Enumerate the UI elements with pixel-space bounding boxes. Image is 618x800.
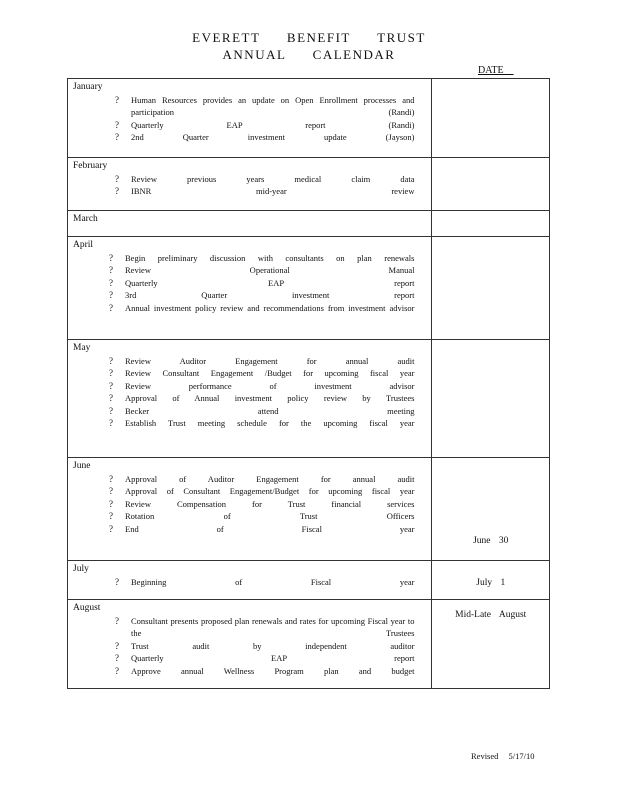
month-label: May	[73, 343, 91, 353]
month-label: March	[73, 214, 98, 224]
bullet-icon: ?	[109, 511, 113, 522]
activity-item	[73, 652, 426, 664]
month-date-cell	[432, 561, 550, 600]
month-row-july	[68, 561, 550, 600]
month-date-cell	[432, 158, 550, 211]
bullet-icon: ?	[109, 474, 113, 484]
activity-list	[73, 252, 426, 314]
month-activities-cell	[68, 458, 432, 561]
month-date-cell	[432, 237, 550, 340]
activity-text: End of Fiscal year	[125, 523, 415, 534]
activity-text: Annual investment policy review and recommendations from investment advisor	[125, 302, 415, 313]
month-activities-cell	[68, 79, 432, 158]
month-row-february	[68, 158, 550, 211]
bullet-icon: ?	[115, 119, 119, 130]
month-label: June	[73, 461, 91, 471]
bullet-icon: ?	[109, 302, 113, 313]
month-date-cell	[432, 211, 550, 237]
month-date-cell	[432, 79, 550, 158]
bullet-icon: ?	[109, 380, 113, 391]
bullet-icon: ?	[109, 356, 113, 366]
month-date-value: July 1	[476, 578, 506, 588]
activity-item	[73, 510, 426, 522]
activity-text: Human Resources provides an update on Open Enrollment processes and participation (Randi)	[131, 95, 415, 118]
month-label: August	[73, 603, 101, 613]
activity-list	[73, 94, 426, 144]
bullet-icon: ?	[115, 174, 119, 184]
annual-calendar-table	[67, 78, 550, 689]
activity-item	[73, 498, 426, 510]
month-row-june	[68, 458, 550, 561]
activity-item	[73, 417, 426, 429]
bullet-icon: ?	[109, 523, 113, 534]
activity-text: Consultant presents proposed plan renewals and rates for upcoming Fiscal year to the Trustees	[131, 616, 415, 639]
activity-text: Review previous years medical claim data	[131, 174, 415, 184]
bullet-icon: ?	[109, 418, 113, 429]
month-row-may	[68, 340, 550, 458]
month-label: January	[73, 82, 103, 92]
activity-item	[73, 640, 426, 652]
activity-text: Review Auditor Engagement for annual audit	[125, 356, 415, 366]
activity-text: 2nd Quarter investment update (Jayson)	[131, 132, 415, 143]
activity-item	[73, 405, 426, 417]
bullet-icon: ?	[115, 653, 119, 664]
month-label: April	[73, 240, 94, 250]
bullet-icon: ?	[115, 577, 119, 587]
activity-text: Approval of Auditor Engagement for annual audit	[125, 474, 415, 484]
month-activities-cell	[68, 211, 432, 237]
bullet-icon: ?	[115, 616, 119, 626]
activity-item	[73, 380, 426, 392]
activity-item	[73, 277, 426, 289]
month-activities-cell	[68, 158, 432, 211]
activity-item	[73, 131, 426, 143]
activity-text: Quarterly EAP report	[125, 277, 415, 288]
activity-item	[73, 367, 426, 379]
month-label: July	[73, 564, 89, 574]
activity-text: Approve annual Wellness Program plan and budget	[131, 665, 415, 676]
activity-text: Becker attend meeting	[125, 405, 415, 416]
activity-item	[73, 392, 426, 404]
month-date-cell	[432, 600, 550, 689]
activity-item	[73, 615, 426, 640]
month-activities-cell	[68, 237, 432, 340]
activity-text: Begin preliminary discussion with consultants on plan renewals	[125, 253, 415, 263]
activity-text: Review performance of investment advisor	[125, 380, 415, 391]
bullet-icon: ?	[109, 486, 113, 497]
bullet-icon: ?	[115, 95, 119, 105]
bullet-icon: ?	[109, 277, 113, 288]
bullet-icon: ?	[109, 290, 113, 301]
revised-date: Revised 5/17/10	[471, 751, 535, 761]
bullet-icon: ?	[109, 498, 113, 509]
activity-text: Establish Trust meeting schedule for the upcoming fiscal year	[125, 418, 415, 429]
document-subtitle: ANNUAL CALENDAR	[222, 47, 396, 62]
activity-text: Trust audit by independent auditor	[131, 640, 415, 651]
bullet-icon: ?	[109, 265, 113, 276]
activity-item	[73, 264, 426, 276]
activity-text: Beginning of Fiscal year	[131, 577, 415, 587]
activity-item	[73, 173, 426, 185]
month-label: February	[73, 161, 108, 171]
activity-item	[73, 119, 426, 131]
activity-list	[73, 473, 426, 535]
activity-item	[73, 94, 426, 119]
activity-text: Approval of Annual investment policy review by Trustees	[125, 393, 415, 404]
date-column-header: DATE	[478, 65, 514, 76]
activity-item	[73, 302, 426, 314]
month-row-march	[68, 211, 550, 237]
activity-item	[73, 185, 426, 197]
activity-list	[73, 615, 426, 677]
activity-text: Rotation of Trust Officers	[125, 511, 415, 522]
bullet-icon: ?	[115, 186, 119, 197]
bullet-icon: ?	[109, 253, 113, 263]
activity-item	[73, 252, 426, 264]
month-date-cell	[432, 340, 550, 458]
activity-text: Quarterly EAP report (Randi)	[131, 119, 415, 130]
bullet-icon: ?	[109, 405, 113, 416]
document-title: EVERETT BENEFIT TRUST	[192, 30, 426, 45]
month-activities-cell	[68, 561, 432, 600]
activity-item	[73, 576, 426, 588]
activity-list	[73, 355, 426, 429]
activity-list	[73, 576, 426, 588]
bullet-icon: ?	[115, 132, 119, 143]
month-activities-cell	[68, 600, 432, 689]
month-row-august	[68, 600, 550, 689]
activity-item	[73, 523, 426, 535]
activity-text: Review Consultant Engagement /Budget for upcoming fiscal year	[125, 368, 415, 379]
month-row-april	[68, 237, 550, 340]
activity-item	[73, 355, 426, 367]
activity-item	[73, 289, 426, 301]
activity-item	[73, 665, 426, 677]
activity-text: Review Operational Manual	[125, 265, 415, 276]
month-activities-cell	[68, 340, 432, 458]
activity-text: 3rd Quarter investment report	[125, 290, 415, 301]
bullet-icon: ?	[109, 393, 113, 404]
activity-text: Review Compensation for Trust financial services	[125, 498, 415, 509]
bullet-icon: ?	[115, 640, 119, 651]
activity-text: Quarterly EAP report	[131, 653, 415, 664]
activity-text: IBNR mid-year review	[131, 186, 415, 197]
activity-text: Approval of Consultant Engagement/Budget for upcoming fiscal year	[125, 486, 415, 497]
month-row-january	[68, 79, 550, 158]
activity-item	[73, 473, 426, 485]
bullet-icon: ?	[109, 368, 113, 379]
month-date-cell	[432, 458, 550, 561]
bullet-icon: ?	[115, 665, 119, 676]
activity-list	[73, 173, 426, 198]
month-date-value: June 30	[473, 536, 509, 546]
month-date-value: Mid-Late August	[455, 610, 527, 620]
activity-item	[73, 485, 426, 497]
